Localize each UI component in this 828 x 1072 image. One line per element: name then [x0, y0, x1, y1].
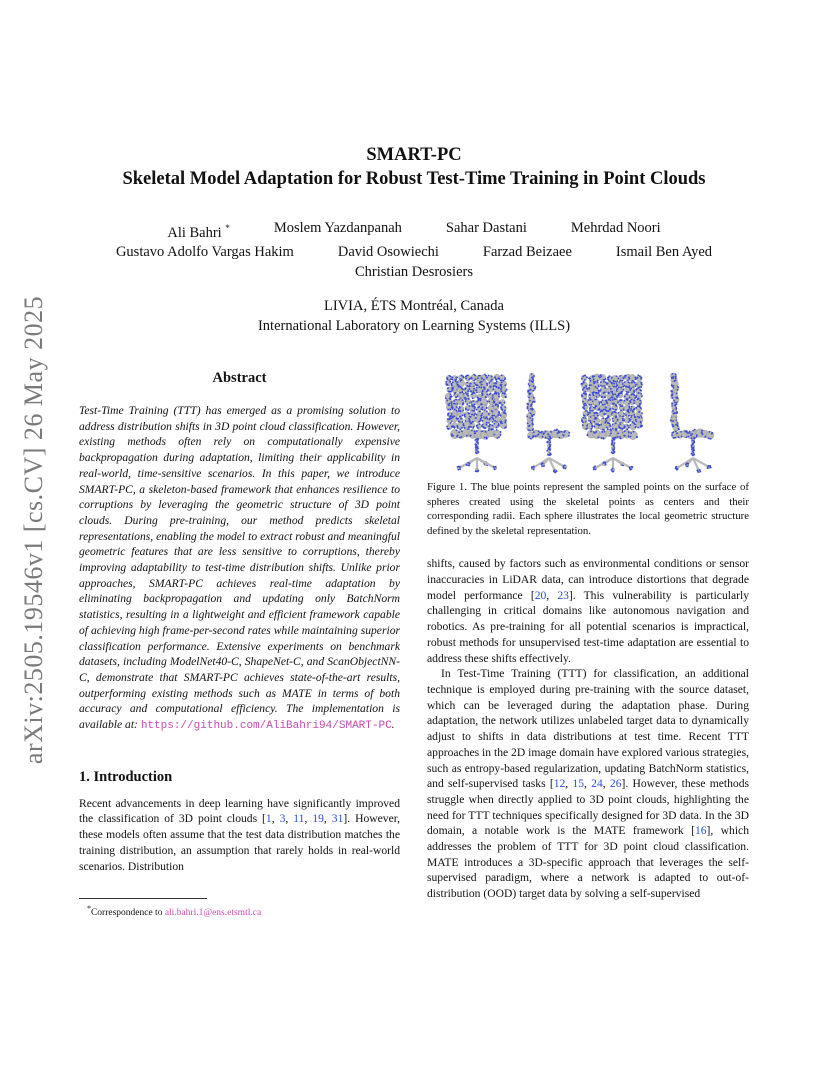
affiliation	[80, 297, 748, 336]
author-row-1	[80, 219, 748, 243]
citation-link[interactable]: 11	[293, 812, 305, 826]
citation-link[interactable]: 26	[609, 777, 622, 791]
body-paragraph: shifts, caused by factors such as environmental conditions or sensor inaccuracies in LiDAR data, can introduce distortions that degrade model performance [20, 23]. This vulnerability is particularly challenging in critical domains like autonomous navigation and robotics. As pre-training for all potential scenarios is impractical, robust methods for unsupervised test-time adaptation are essential to address these shifts effectively.	[427, 557, 749, 665]
intro-heading: 1. Introduction	[79, 768, 173, 785]
citation-link[interactable]: 12	[553, 777, 566, 791]
author: Gustavo Adolfo Vargas Hakim	[115, 244, 294, 261]
author-row-2	[80, 243, 748, 263]
arxiv-id: arXiv:2505.19546v1 [cs.CV] 26 May 2025	[19, 295, 48, 765]
citation-link[interactable]: 19	[312, 812, 324, 826]
email-link[interactable]: ali.bahri.1@ens.etsmtl.ca	[164, 908, 262, 919]
author: Mehrdad Noori	[570, 220, 661, 236]
abstract-text: Test-Time Training (TTT) has emerged as a promising solution to address distribution shifts in 3D point cloud classification. However, existing methods often rely on computationally expensive backpropagation during adaptation, limiting their applicability in real-world, time-sensitive scenarios. In this paper, we introduce SMART-PC, a skeleton-based framework that enhances resilience to corruptions by leveraging the geometric structure of 3D point clouds. During pre-training, our method predicts skeletal representations, enabling the model to extract robust and meaningful geometric features that are less sensitive to corruptions, thereby improving adaptability to test-time distribution shifts. Unlike prior approaches, SMART-PC achieves real-time adaptation by eliminating backpropagation and updating only BatchNorm statistics, resulting in a lightweight and efficient framework capable of achieving high frame-per-second rates while maintaining superior classification performance. Extensive experiments on benchmark datasets, including ModelNet40-C, ShapeNet-C, and ScanObjectNN-C, demonstrate that SMART-PC achieves state-of-the-art results, outperforming existing methods such as MATE in terms of both accuracy and computational efficiency. The implementation is available at: https://github.com/AliBahri94/SMART-PC.	[79, 404, 400, 733]
body-paragraph: In Test-Time Training (TTT) for classification, an additional technique is employed during pre-training with the source dataset, which can be leveraged during the adaptation phase. During adaptation, the network utilizes unlabeled target data to dynamically adjust to shifts in data distributions at test time. Recent TTT approaches in the 2D image domain have explored various strategies, such as entropy-based regularization, updating BatchNorm statistics, and self-supervised tasks [12, 15, 24, 26]. However, these methods struggle when directly applied to 3D point clouds, highlighting the need for TTT techniques specifically designed for 3D data. In the 3D domain, a notable work is the MATE framework [16], which addresses the problem of TTT for 3D point cloud classification. MATE introduces a 3D-specific approach that leverages the self-supervised paradigm, where a network is adapted to out-of-distribution (OOD) target data by solving a self-supervised	[427, 667, 750, 901]
author: Moslem Yazdanpanah	[273, 220, 402, 236]
title-line-2: Skeletal Model Adaptation for Robust Test-Time Training in Point Clouds	[122, 169, 706, 189]
citation-link[interactable]: 1	[265, 812, 272, 826]
author: Ismail Ben Ayed	[615, 244, 713, 261]
title-line-1: SMART-PC	[366, 145, 462, 165]
abstract-heading: Abstract	[212, 370, 267, 386]
author-row-3	[80, 263, 748, 283]
citation-link[interactable]: 20	[534, 588, 547, 602]
affiliation-line-2: International Laboratory on Learning Systems (ILLS)	[257, 317, 571, 334]
figure-1-image	[427, 370, 749, 474]
footnote: *Correspondence to ali.bahri.1@ens.etsmtl.ca	[87, 904, 262, 919]
author-list	[80, 219, 748, 282]
affiliation-line-1: LIVIA, ÉTS Montréal, Canada	[324, 298, 504, 314]
citation-link[interactable]: 15	[572, 777, 585, 791]
paper-title	[80, 143, 748, 191]
citation-link[interactable]: 16	[694, 824, 707, 838]
author: Ali Bahri *	[167, 223, 230, 241]
left-column	[79, 370, 400, 919]
citation-link[interactable]: 23	[557, 588, 569, 602]
author: Sahar Dastani	[445, 220, 527, 236]
arxiv-sidebar	[14, 250, 54, 810]
author: Christian Desrosiers	[355, 263, 473, 280]
intro-paragraph: Recent advancements in deep learning have significantly improved the classification of 3D point clouds [1, 3, 11, 19, 31]. However, these models often assume that the test data distribution matches the training distribution, an assumption that rarely holds in real-world scenarios. Distribution	[79, 796, 401, 873]
citation-link[interactable]: 24	[591, 777, 603, 791]
citation-link[interactable]: 3	[279, 812, 286, 826]
citation-link[interactable]: 31	[331, 812, 344, 826]
right-column	[427, 370, 749, 902]
footnote-rule	[79, 898, 207, 899]
figure-1-caption: Figure 1. The blue points represent the sampled points on the surface of spheres created using the skeletal points as centers and their corresponding radii. Each sphere illustrates the local geometric structure defined by the skeletal representation.	[427, 481, 749, 537]
author: David Osowiechi	[337, 244, 439, 261]
code-link[interactable]: https://github.com/AliBahri94/SMART-PC	[140, 720, 392, 733]
author: Farzad Beizaee	[482, 244, 572, 261]
